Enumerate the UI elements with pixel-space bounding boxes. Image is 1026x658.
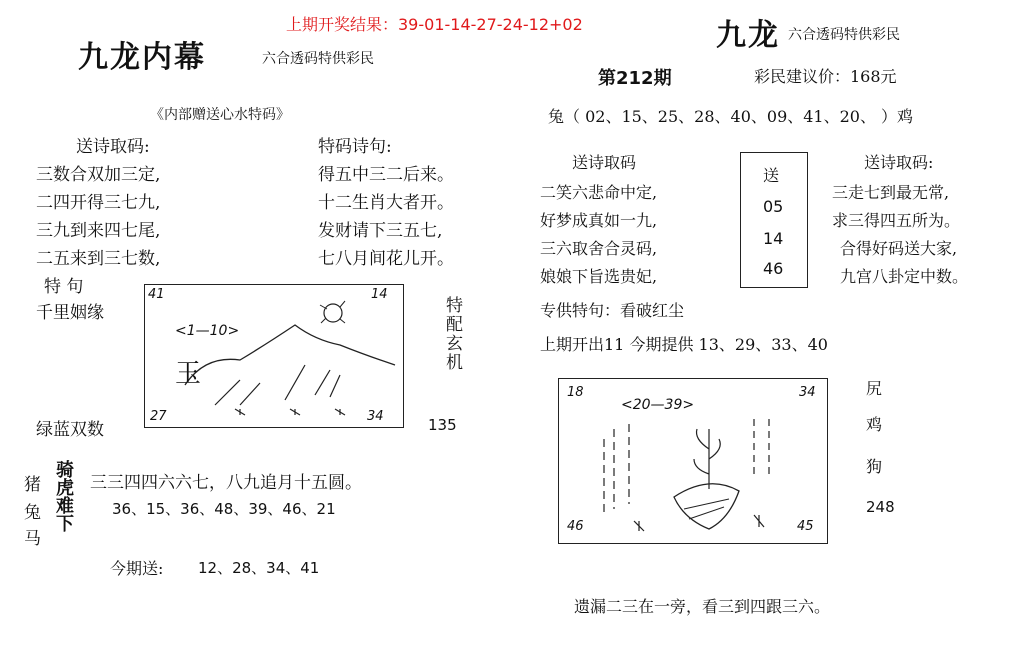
left-poem-b-line: 得五中三二后来。 [318,165,454,185]
right-sketch-corner-tr: 34 [799,385,816,400]
right-title: 九龙 [716,18,780,53]
right-poem-left-line: 好梦成真如一九, [540,211,658,230]
right-poem-right-line: 三走七到最无常, [832,183,950,202]
left-special-head: 特 句 [44,277,84,297]
left-poem-a-line: 三数合双加三定, [36,165,161,185]
side-animal: 狗 [866,457,883,476]
footer-poem: 遗漏二三在一旁，看三到四跟三六。 [574,597,831,616]
right-poem-right-line: 九宫八卦定中数。 [840,267,969,286]
right-sketch-corner-tl: 18 [567,385,584,400]
send-box-number: 05 [763,197,784,216]
send-box-number: 46 [763,259,784,278]
left-inner-title: 《内部赠送心水特码》 [150,107,290,123]
sketch-corner-br: 34 [367,409,384,424]
green-blue-label: 绿蓝双数 [36,420,104,440]
left-poem-b-head: 特码诗句: [318,137,392,157]
send-numbers: 12、28、34、41 [198,559,320,577]
right-poem-left-line: 娘娘下旨选贵妃, [540,267,658,286]
right-poem-right-line: 求三得四五所为。 [832,211,961,230]
bottom-vertical-phrase: 骑虎难下 [53,460,74,532]
left-poem-b-line: 十二生肖大者开。 [318,193,454,213]
right-sketch-corner-br: 45 [797,519,814,534]
side-animal: 尻 [866,379,883,398]
sketch-corner-bl: 27 [150,409,167,424]
right-poem-left-line: 二笑六悲命中定, [540,183,658,202]
left-special-text: 千里姻缘 [36,303,104,323]
left-side-vertical: 特配玄机 [442,296,462,372]
bottom-number-line: 36、15、36、48、39、46、21 [112,500,336,518]
left-poem-a-line: 三九到来四七尾, [36,221,161,241]
right-poem-right-line: 合得好码送大家, [840,239,958,258]
left-sketch-image [144,284,404,428]
side-animal: 鸡 [866,415,883,434]
send-box-label: 送 [763,166,780,185]
left-poem-a-line: 二四开得三七九, [36,193,161,213]
send-label: 今期送: [110,559,164,578]
left-poem-a-head: 送诗取码: [76,137,150,157]
bottom-poem-line: 三三四四六六七，八九追月十五圆。 [90,473,362,493]
right-sketch-image [558,378,828,544]
sketch-corner-tr: 14 [371,287,388,302]
left-side-number: 135 [428,416,457,434]
left-subtitle: 六合透码特供彩民 [262,51,374,67]
right-poem-head-left: 送诗取码 [572,153,637,172]
last-result-banner: 上期开奖结果：39-01-14-27-24-12+02 [286,15,583,34]
right-side-number: 248 [866,498,895,516]
right-sketch-range: <20—39> [621,397,695,413]
animals-number-line: 兔（ 02、15、25、28、40、09、41、20、 ）鸡 [548,107,914,126]
suggested-price: 彩民建议价：168元 [754,67,897,86]
send-box-number: 14 [763,229,784,248]
right-poem-head-right: 送诗取码: [864,153,934,172]
special-line: 专供特句：看破红尘 [540,301,685,320]
right-sketch-corner-bl: 46 [567,519,584,534]
left-title: 九龙内幕 [78,40,206,75]
sketch-glyph: 玉 [175,359,202,389]
left-poem-b-line: 发财请下三五七, [318,221,443,241]
right-poem-left-line: 三六取舍合灵码, [540,239,658,258]
last-period-line: 上期开出11 今期提供 13、29、33、40 [540,335,828,354]
sketch-range-label: <1—10> [175,323,240,339]
bottom-animal: 兔 [24,503,41,523]
sketch-corner-tl: 41 [148,287,165,302]
send-box [740,152,808,288]
right-subtitle: 六合透码特供彩民 [788,27,900,43]
bottom-animal: 马 [24,529,41,549]
left-poem-a-line: 二五来到三七数, [36,249,161,269]
left-poem-b-line: 七八月间花儿开。 [318,249,454,269]
issue-number: 第212期 [598,68,672,89]
bottom-animal: 猪 [24,475,41,495]
